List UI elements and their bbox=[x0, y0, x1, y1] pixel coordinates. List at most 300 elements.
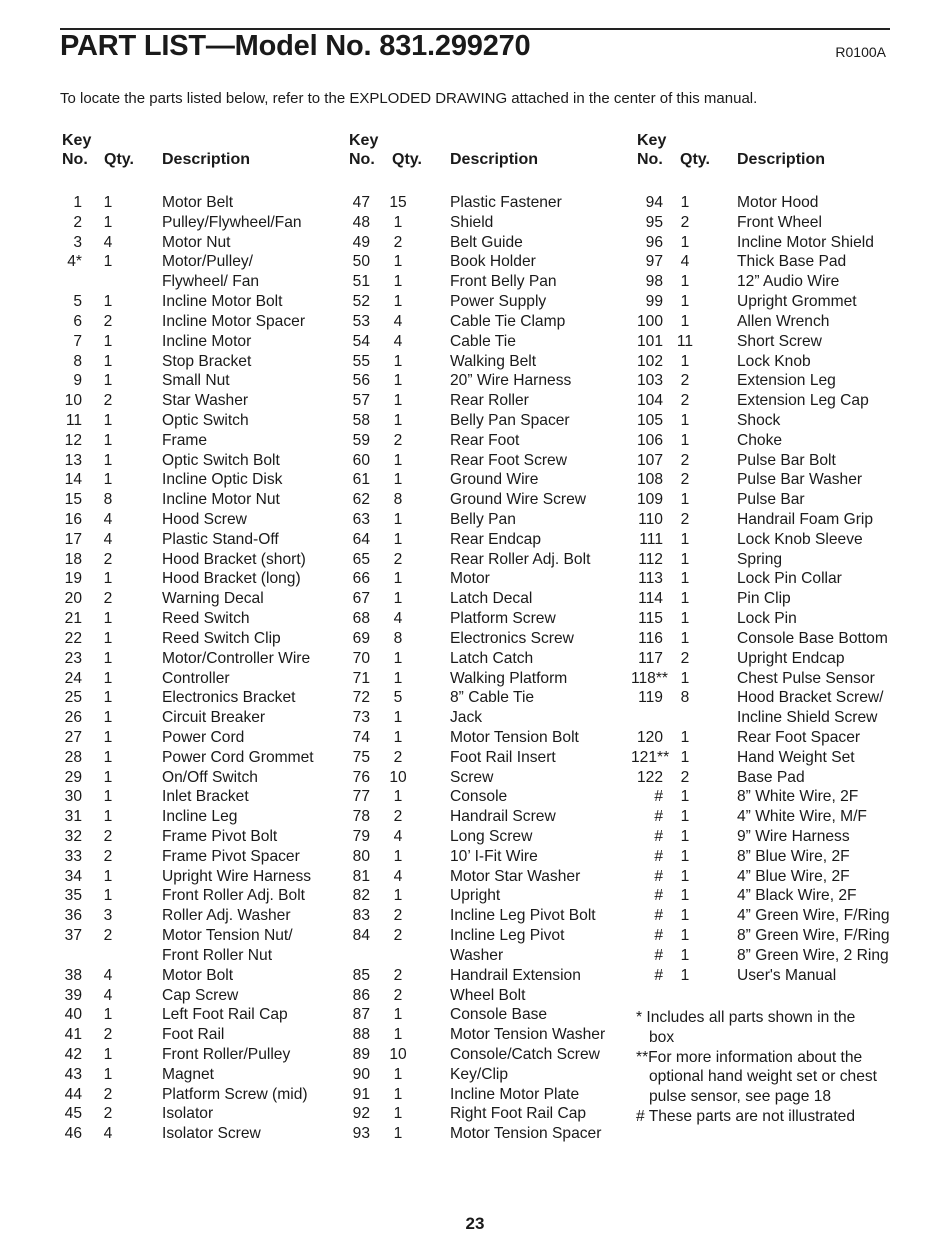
part-qty: 2 bbox=[680, 451, 690, 469]
part-description: Motor/Controller Wire bbox=[162, 649, 311, 667]
part-description: Right Foot Rail Cap bbox=[450, 1105, 587, 1123]
part-key-no: 98 bbox=[645, 273, 663, 291]
part-key-no: # bbox=[654, 946, 663, 964]
part-description: Upright Endcap bbox=[737, 649, 845, 667]
part-qty: 1 bbox=[393, 213, 403, 231]
part-key-no: 28 bbox=[64, 748, 82, 766]
part-description: Motor Hood bbox=[737, 194, 819, 211]
part-qty: 8 bbox=[103, 491, 113, 509]
part-key-no: 43 bbox=[64, 1065, 82, 1083]
part-description: Roller Adj. Washer bbox=[162, 907, 291, 925]
part-qty: 1 bbox=[393, 352, 403, 370]
part-key-no: 121** bbox=[631, 748, 670, 766]
part-qty: 2 bbox=[103, 1085, 113, 1103]
part-key-no: 91 bbox=[352, 1085, 370, 1103]
part-key-no: 7 bbox=[73, 332, 82, 350]
part-qty: 4 bbox=[103, 233, 113, 251]
part-qty: 1 bbox=[103, 629, 113, 647]
part-description: Optic Switch bbox=[162, 411, 249, 429]
part-qty: 2 bbox=[680, 372, 690, 390]
part-qty: 2 bbox=[393, 233, 403, 251]
part-qty: 1 bbox=[103, 451, 113, 469]
part-description: Rear Roller bbox=[450, 392, 529, 410]
part-description: Rear Foot Spacer bbox=[737, 728, 861, 746]
part-qty: 1 bbox=[103, 768, 113, 786]
part-key-no: 10 bbox=[64, 392, 82, 410]
part-key-no: 97 bbox=[645, 253, 663, 271]
part-key-no: # bbox=[654, 828, 663, 845]
part-description: Walking Belt bbox=[450, 352, 537, 370]
part-key-no: 20 bbox=[64, 590, 82, 608]
part-qty: 10 bbox=[389, 1045, 407, 1063]
part-description: Wheel Bolt bbox=[450, 986, 526, 1004]
part-qty: 2 bbox=[393, 431, 403, 449]
part-description: Console bbox=[450, 788, 508, 806]
part-key-no: 107 bbox=[636, 451, 663, 469]
part-description: Rear Endcap bbox=[450, 530, 542, 548]
part-key-no: 61 bbox=[352, 471, 370, 489]
part-description: Reed Switch bbox=[162, 610, 250, 628]
part-qty: 1 bbox=[393, 392, 403, 410]
part-qty: 4 bbox=[393, 312, 403, 330]
part-description: Latch Decal bbox=[450, 590, 533, 608]
part-qty: 1 bbox=[680, 590, 690, 608]
part-qty: 2 bbox=[393, 748, 403, 766]
part-description: Front Roller/Pulley bbox=[162, 1045, 291, 1063]
part-qty: 2 bbox=[680, 649, 690, 667]
footnote-line: **For more information about the bbox=[636, 1048, 863, 1066]
part-qty: 4 bbox=[103, 530, 113, 548]
part-qty: 1 bbox=[103, 788, 113, 806]
part-key-no: 102 bbox=[636, 352, 663, 370]
part-description: Upright Wire Harness bbox=[162, 867, 312, 885]
footnote-line: optional hand weight set or chest bbox=[649, 1068, 877, 1086]
part-description: Cap Screw bbox=[162, 986, 239, 1004]
footnotes bbox=[636, 1008, 877, 1127]
part-description: Upright bbox=[450, 887, 501, 905]
part-description: Shield bbox=[450, 213, 494, 231]
part-description: Ground Wire bbox=[450, 471, 539, 489]
part-key-no: 120 bbox=[636, 728, 663, 746]
part-key-no: 13 bbox=[64, 451, 82, 469]
part-key-no: 48 bbox=[352, 213, 370, 231]
part-description: Base Pad bbox=[737, 768, 805, 786]
part-qty: 10 bbox=[389, 768, 407, 786]
part-description: Pulse Bar Bolt bbox=[737, 451, 836, 469]
part-key-no: 99 bbox=[645, 293, 663, 311]
part-qty: 1 bbox=[103, 1065, 113, 1083]
part-key-no: 2 bbox=[73, 213, 82, 231]
part-qty: 1 bbox=[680, 828, 690, 845]
part-qty: 1 bbox=[680, 847, 690, 865]
part-qty: 2 bbox=[393, 986, 403, 1004]
part-qty: 1 bbox=[393, 293, 403, 311]
part-description: Incline Optic Disk bbox=[162, 471, 283, 489]
part-key-no: 25 bbox=[64, 689, 82, 707]
part-description: Cable Tie Clamp bbox=[450, 312, 566, 330]
part-qty: 1 bbox=[680, 570, 690, 588]
part-key-no: # bbox=[654, 808, 663, 826]
part-qty: 1 bbox=[680, 550, 690, 568]
part-description: Lock Knob Sleeve bbox=[737, 530, 863, 548]
part-key-no: 66 bbox=[352, 570, 370, 588]
part-description: Console/Catch Screw bbox=[450, 1045, 600, 1063]
part-description: Incline Motor Nut bbox=[162, 491, 280, 509]
part-key-no: 44 bbox=[64, 1085, 82, 1103]
part-qty: 1 bbox=[393, 847, 403, 865]
part-qty: 4 bbox=[103, 986, 113, 1004]
part-qty: 1 bbox=[680, 927, 690, 945]
part-qty: 1 bbox=[393, 511, 403, 528]
part-description: Handrail Foam Grip bbox=[737, 511, 874, 528]
part-description: Ground Wire Screw bbox=[450, 491, 587, 509]
part-description: Power Supply bbox=[450, 293, 547, 311]
part-key-no: 14 bbox=[64, 471, 82, 489]
header-qty: Qty. bbox=[392, 151, 422, 168]
part-key-no: 118** bbox=[631, 669, 668, 687]
part-key-no: 87 bbox=[352, 1006, 370, 1024]
part-qty: 1 bbox=[393, 887, 403, 905]
part-qty: 2 bbox=[103, 828, 113, 845]
part-description: Flywheel/ Fan bbox=[162, 273, 260, 291]
part-description: Belt Guide bbox=[450, 233, 523, 251]
part-key-no: 117 bbox=[638, 649, 663, 667]
part-description: Handrail Extension bbox=[450, 966, 581, 984]
part-key-no: 82 bbox=[352, 887, 370, 905]
part-key-no: 86 bbox=[352, 986, 370, 1004]
part-key-no: 16 bbox=[64, 511, 82, 528]
part-key-no: 94 bbox=[645, 194, 663, 211]
part-key-no: 37 bbox=[64, 927, 82, 945]
part-qty: 1 bbox=[103, 570, 113, 588]
part-qty: 1 bbox=[393, 1125, 403, 1143]
part-qty: 1 bbox=[680, 887, 690, 905]
part-key-no: 59 bbox=[352, 431, 370, 449]
part-description: Incline Motor Shield bbox=[737, 233, 874, 251]
part-key-no: 11 bbox=[65, 411, 82, 429]
part-key-no: # bbox=[654, 907, 663, 925]
part-qty: 1 bbox=[103, 689, 113, 707]
part-key-no: 56 bbox=[352, 372, 370, 390]
part-key-no: 68 bbox=[352, 610, 370, 628]
part-qty: 1 bbox=[103, 709, 113, 727]
intro-text: To locate the parts listed below, refer to the EXPLODED DRAWING attached in the center of this manual. bbox=[60, 90, 758, 107]
part-description: Latch Catch bbox=[450, 649, 534, 667]
part-key-no: 54 bbox=[352, 332, 370, 350]
part-description: Long Screw bbox=[450, 828, 533, 845]
part-qty: 1 bbox=[393, 451, 403, 469]
part-qty: 1 bbox=[680, 273, 690, 291]
part-qty: 5 bbox=[393, 689, 403, 707]
part-qty: 1 bbox=[393, 1026, 403, 1044]
part-description: Incline Leg bbox=[162, 808, 238, 826]
part-key-no: 84 bbox=[352, 927, 370, 945]
part-qty: 1 bbox=[393, 669, 403, 687]
part-key-no: 32 bbox=[64, 828, 82, 845]
part-key-no: 39 bbox=[64, 986, 82, 1004]
part-qty: 1 bbox=[680, 669, 690, 687]
part-key-no: 5 bbox=[73, 293, 82, 311]
part-description: Motor Bolt bbox=[162, 966, 234, 984]
part-description: Incline Motor Bolt bbox=[162, 293, 283, 311]
part-qty: 2 bbox=[393, 808, 403, 826]
part-description: 4” White Wire, M/F bbox=[737, 808, 867, 826]
part-description: Magnet bbox=[162, 1065, 215, 1083]
part-qty: 4 bbox=[103, 1125, 113, 1143]
part-description: Washer bbox=[450, 946, 504, 964]
part-description: Motor Nut bbox=[162, 233, 231, 251]
part-qty: 1 bbox=[393, 253, 403, 271]
part-qty: 8 bbox=[393, 491, 403, 509]
part-description: Cable Tie bbox=[450, 332, 516, 350]
part-description: Plastic Fastener bbox=[450, 194, 562, 211]
part-description: Left Foot Rail Cap bbox=[162, 1006, 288, 1024]
part-qty: 15 bbox=[389, 194, 407, 211]
part-description: Extension Leg Cap bbox=[737, 392, 869, 410]
part-description: Isolator bbox=[162, 1105, 214, 1123]
part-qty: 1 bbox=[680, 907, 690, 925]
part-description: Front Roller Adj. Bolt bbox=[162, 887, 306, 905]
part-qty: 1 bbox=[393, 728, 403, 746]
part-qty: 2 bbox=[103, 590, 113, 608]
part-key-no: 58 bbox=[352, 411, 370, 429]
part-qty: 1 bbox=[103, 1006, 113, 1024]
footnote-line: # These parts are not illustrated bbox=[636, 1108, 856, 1126]
part-description: 4” Blue Wire, 2F bbox=[737, 867, 850, 885]
part-qty: 2 bbox=[103, 927, 113, 945]
part-qty: 2 bbox=[393, 550, 403, 568]
part-description: Book Holder bbox=[450, 253, 536, 271]
header-key: Key bbox=[62, 132, 92, 149]
part-qty: 1 bbox=[680, 312, 690, 330]
part-description: Pulse Bar Washer bbox=[737, 471, 863, 489]
part-description: Frame bbox=[162, 431, 208, 449]
part-qty: 1 bbox=[103, 253, 113, 271]
part-description: Inlet Bracket bbox=[162, 788, 249, 806]
part-key-no: 45 bbox=[64, 1105, 82, 1123]
part-description: Incline Motor Spacer bbox=[162, 312, 306, 330]
part-key-no: 122 bbox=[636, 768, 663, 786]
part-key-no: 51 bbox=[352, 273, 370, 291]
header-no: No. bbox=[349, 151, 375, 168]
part-qty: 2 bbox=[680, 392, 690, 410]
part-key-no: # bbox=[654, 927, 663, 945]
part-description: Incline Motor Plate bbox=[450, 1085, 580, 1103]
part-key-no: 1 bbox=[73, 194, 82, 211]
part-key-no: 90 bbox=[352, 1065, 370, 1083]
header-description: Description bbox=[450, 151, 539, 168]
part-key-no: 67 bbox=[352, 590, 370, 608]
header-description: Description bbox=[737, 151, 826, 168]
part-description: Incline Leg Pivot bbox=[450, 927, 565, 945]
part-description: Handrail Screw bbox=[450, 808, 556, 826]
part-key-no: 57 bbox=[352, 392, 370, 410]
part-key-no: 40 bbox=[64, 1006, 82, 1024]
part-key-no: 24 bbox=[64, 669, 82, 687]
part-qty: 4 bbox=[103, 511, 113, 528]
part-key-no: 21 bbox=[64, 610, 82, 628]
part-qty: 1 bbox=[393, 1085, 403, 1103]
part-key-no: 71 bbox=[352, 669, 370, 687]
part-qty: 2 bbox=[680, 471, 690, 489]
part-description: Allen Wrench bbox=[737, 312, 830, 330]
part-description: Motor Tension Spacer bbox=[450, 1125, 602, 1143]
part-qty: 1 bbox=[680, 610, 690, 628]
part-qty: 1 bbox=[393, 530, 403, 548]
part-description: 8” Green Wire, F/Ring bbox=[737, 927, 890, 945]
part-description: Controller bbox=[162, 669, 230, 687]
part-description: Lock Pin bbox=[737, 610, 797, 628]
part-key-no: 62 bbox=[352, 491, 370, 509]
part-qty: 4 bbox=[393, 828, 403, 845]
part-qty: 3 bbox=[103, 907, 113, 925]
part-key-no: 101 bbox=[636, 332, 663, 350]
part-description: Star Washer bbox=[162, 392, 249, 410]
part-qty: 1 bbox=[393, 1105, 403, 1123]
part-qty: 1 bbox=[103, 669, 113, 687]
part-description: Platform Screw bbox=[450, 610, 556, 628]
part-qty: 1 bbox=[103, 728, 113, 746]
part-description: 10’ I-Fit Wire bbox=[450, 847, 538, 865]
part-key-no: 96 bbox=[645, 233, 663, 251]
part-qty: 1 bbox=[680, 966, 690, 984]
part-description: 8” Cable Tie bbox=[450, 689, 535, 707]
part-key-no: 74 bbox=[352, 728, 370, 746]
header-qty: Qty. bbox=[104, 151, 134, 168]
part-key-no: # bbox=[654, 867, 663, 885]
part-description: Rear Foot bbox=[450, 431, 520, 449]
part-key-no: 55 bbox=[352, 352, 370, 370]
part-key-no: 78 bbox=[352, 808, 370, 826]
part-key-no: 38 bbox=[64, 966, 82, 984]
part-description: Pin Clip bbox=[737, 590, 791, 608]
part-description: Incline Motor bbox=[162, 332, 252, 350]
part-description: Rear Foot Screw bbox=[450, 451, 567, 469]
part-qty: 2 bbox=[393, 927, 403, 945]
part-description: Reed Switch Clip bbox=[162, 629, 281, 647]
footnote-line: pulse sensor, see page 18 bbox=[649, 1088, 832, 1106]
part-description: 4” Green Wire, F/Ring bbox=[737, 907, 890, 925]
part-key-no: 89 bbox=[352, 1045, 370, 1063]
part-qty: 1 bbox=[103, 887, 113, 905]
part-key-no: # bbox=[654, 966, 663, 984]
part-qty: 1 bbox=[680, 293, 690, 311]
part-qty: 1 bbox=[393, 709, 403, 727]
part-qty: 1 bbox=[680, 411, 690, 429]
part-description: Motor Tension Nut/ bbox=[162, 927, 293, 945]
page-title: PART LIST—Model No. 831.299270 bbox=[60, 30, 531, 62]
part-key-no: 72 bbox=[352, 689, 370, 707]
part-description: Foot Rail bbox=[162, 1026, 225, 1044]
part-description: Lock Pin Collar bbox=[737, 570, 842, 588]
part-qty: 8 bbox=[393, 629, 403, 647]
part-key-no: 12 bbox=[64, 431, 82, 449]
part-qty: 1 bbox=[103, 332, 113, 350]
part-qty: 4 bbox=[680, 253, 690, 271]
part-key-no: 116 bbox=[638, 629, 663, 647]
part-description: 8” Green Wire, 2 Ring bbox=[737, 946, 889, 964]
part-description: 12” Audio Wire bbox=[737, 273, 840, 291]
part-description: Plastic Stand-Off bbox=[162, 530, 279, 548]
part-qty: 1 bbox=[680, 748, 690, 766]
part-description: Upright Grommet bbox=[737, 293, 857, 311]
part-description: Small Nut bbox=[162, 372, 230, 390]
part-key-no: 17 bbox=[64, 530, 82, 548]
part-qty: 2 bbox=[103, 847, 113, 865]
part-description: Belly Pan bbox=[450, 511, 516, 528]
part-qty: 4 bbox=[393, 610, 403, 628]
part-qty: 1 bbox=[680, 946, 690, 964]
part-key-no: 109 bbox=[636, 491, 663, 509]
part-qty: 1 bbox=[680, 530, 690, 548]
part-key-no: 108 bbox=[636, 471, 663, 489]
part-key-no: 114 bbox=[638, 590, 663, 608]
part-key-no: 52 bbox=[352, 293, 370, 311]
part-description: Optic Switch Bolt bbox=[162, 451, 280, 469]
part-key-no: 100 bbox=[636, 312, 663, 330]
part-description: Motor Tension Washer bbox=[450, 1026, 606, 1044]
part-key-no: 23 bbox=[64, 649, 82, 667]
part-description: Screw bbox=[450, 768, 494, 786]
part-qty: 1 bbox=[680, 431, 690, 449]
part-key-no: 85 bbox=[352, 966, 370, 984]
part-qty: 1 bbox=[393, 372, 403, 390]
part-qty: 1 bbox=[393, 273, 403, 291]
part-key-no: 22 bbox=[64, 629, 82, 647]
part-key-no: 34 bbox=[64, 867, 82, 885]
part-description: Lock Knob bbox=[737, 352, 811, 370]
part-key-no: 63 bbox=[352, 511, 370, 528]
part-key-no: 9 bbox=[73, 372, 82, 390]
part-qty: 1 bbox=[680, 491, 690, 509]
part-key-no: 106 bbox=[636, 431, 663, 449]
part-description: Chest Pulse Sensor bbox=[737, 669, 875, 687]
footnote-line: * Includes all parts shown in the bbox=[636, 1009, 856, 1026]
part-qty: 1 bbox=[103, 431, 113, 449]
part-description: Shock bbox=[737, 411, 781, 429]
part-qty: 2 bbox=[103, 392, 113, 410]
part-key-no: 65 bbox=[352, 550, 370, 568]
part-description: Frame Pivot Spacer bbox=[162, 847, 300, 865]
part-description: Extension Leg bbox=[737, 372, 836, 390]
part-qty: 1 bbox=[680, 728, 690, 746]
part-description: Pulley/Flywheel/Fan bbox=[162, 213, 302, 231]
part-qty: 4 bbox=[393, 867, 403, 885]
part-qty: 1 bbox=[103, 610, 113, 628]
part-qty: 1 bbox=[103, 867, 113, 885]
part-qty: 2 bbox=[103, 1105, 113, 1123]
part-qty: 1 bbox=[103, 808, 113, 826]
page-number: 23 bbox=[465, 1214, 485, 1233]
part-qty: 1 bbox=[393, 649, 403, 667]
part-qty: 1 bbox=[680, 194, 690, 211]
part-key-no: 105 bbox=[636, 411, 663, 429]
part-description: Thick Base Pad bbox=[737, 253, 847, 271]
header-no: No. bbox=[637, 151, 663, 168]
part-key-no: # bbox=[654, 847, 663, 865]
part-key-no: 47 bbox=[352, 194, 370, 211]
part-qty: 1 bbox=[680, 629, 690, 647]
part-description: Motor Tension Bolt bbox=[450, 728, 579, 746]
part-qty: 1 bbox=[103, 748, 113, 766]
part-description: Front Belly Pan bbox=[450, 273, 557, 291]
part-qty: 1 bbox=[680, 808, 690, 826]
part-qty: 1 bbox=[103, 194, 113, 211]
part-description: Front Roller Nut bbox=[162, 946, 273, 964]
part-qty: 1 bbox=[680, 788, 690, 806]
part-description: Hood Bracket Screw/ bbox=[737, 689, 884, 707]
part-key-no: 73 bbox=[352, 709, 370, 727]
